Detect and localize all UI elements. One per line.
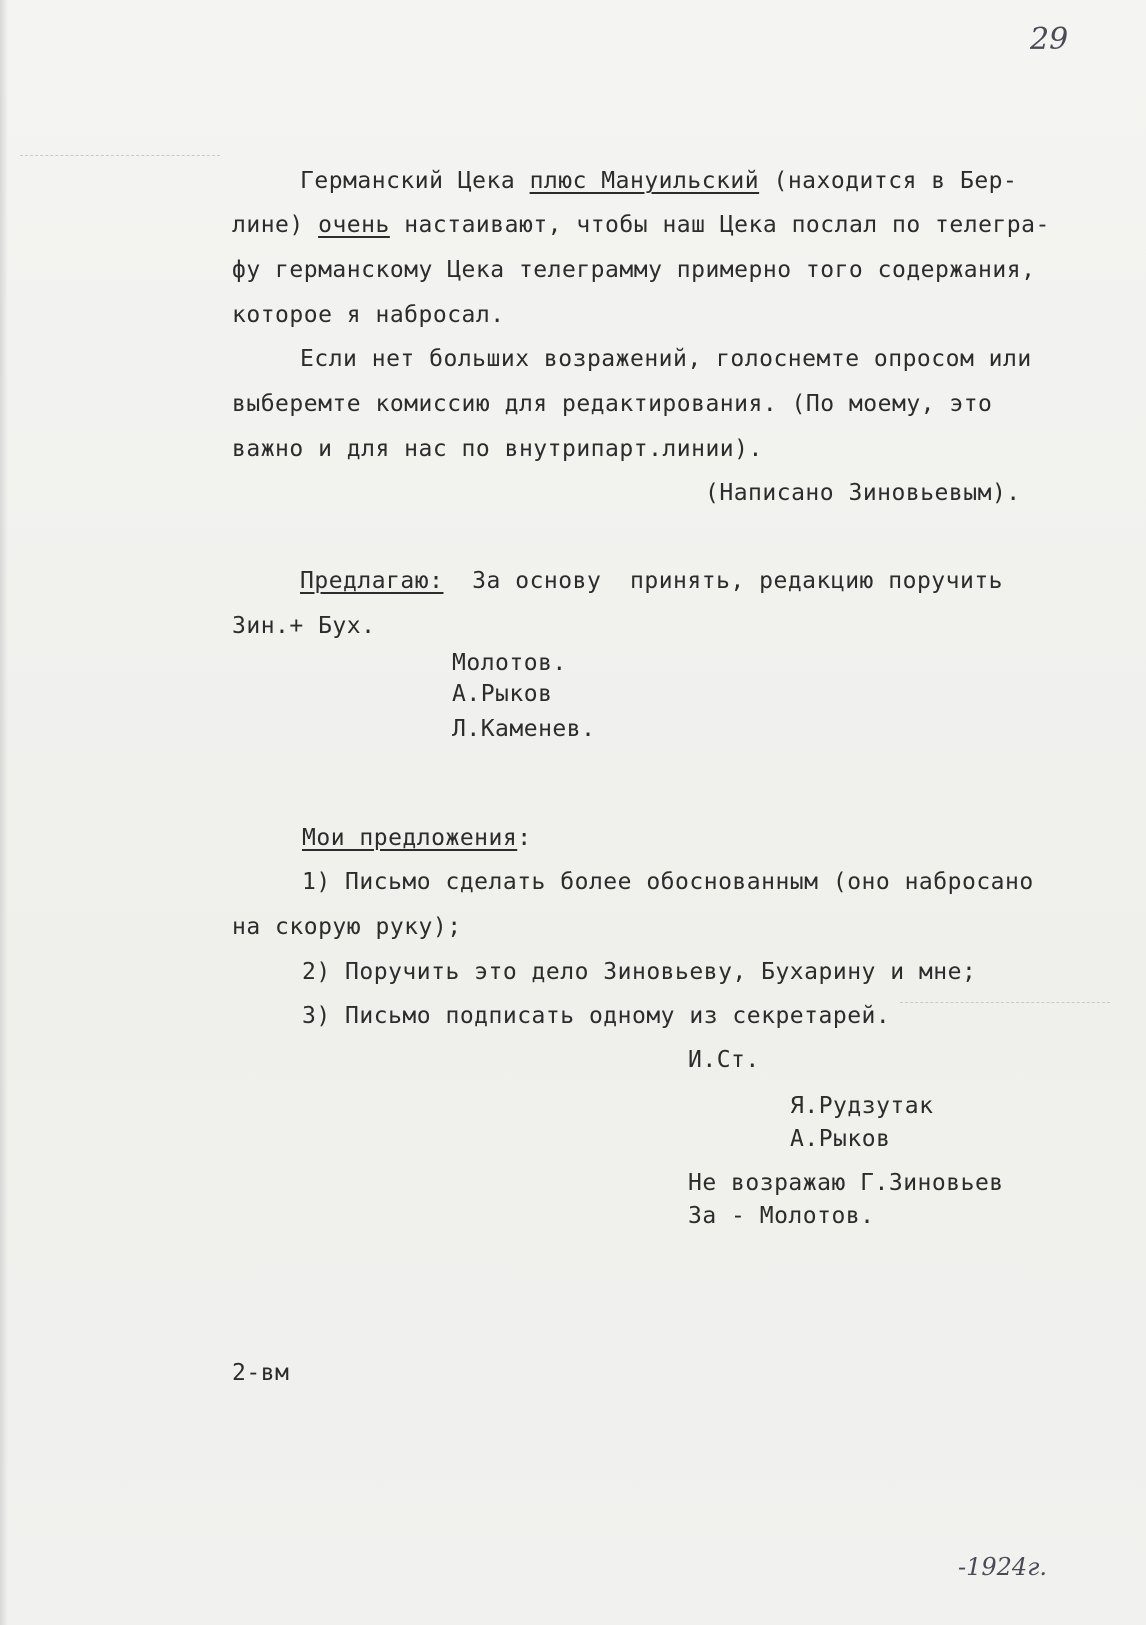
- scan-edge-shadow: [0, 0, 8, 1625]
- endorsement-rudzutak: Я.Рудзутак: [790, 1093, 934, 1119]
- para1-line1: Германский Цека плюс Мануильский (находится в Бер-: [300, 168, 1018, 194]
- para2-line3: важно и для нас по внутрипарт.линии).: [232, 436, 763, 462]
- proposal-item-3: 3) Письмо подписать одному из секретарей.: [302, 1003, 891, 1029]
- signature-molotov: Молотов.: [452, 650, 567, 676]
- scan-artifact-line: [20, 155, 220, 156]
- proposal-line1: Предлагаю: За основу принять, редакцию поручить: [300, 568, 1004, 594]
- footer-code: 2-вм: [232, 1360, 290, 1386]
- proposal-line2: Зин.+ Бух.: [232, 613, 376, 639]
- attribution: (Написано Зиновьевым).: [705, 480, 1021, 506]
- para2-line1: Если нет больших возражений, голоснемте опросом или: [300, 346, 1032, 372]
- proposal-item-1-line2: на скорую руку);: [232, 914, 462, 940]
- para1-line4: которое я набросал.: [232, 302, 505, 328]
- para1-line2: лине) очень настаивают, чтобы наш Цека послал по телегра-: [232, 212, 1050, 238]
- signer-stalin: И.Ст.: [688, 1047, 760, 1073]
- handwritten-date: -1924г.: [958, 1553, 1047, 1581]
- page-number: 29: [1030, 22, 1069, 57]
- endorsement-zinoviev: Не возражаю Г.Зиновьев: [688, 1170, 1004, 1196]
- endorsement-rykov: А.Рыков: [790, 1126, 891, 1152]
- proposal-item-2: 2) Поручить это дело Зиновьеву, Бухарину и мне;: [302, 959, 977, 985]
- proposal-item-1-line1: 1) Письмо сделать более обоснованным (оно набросано: [302, 869, 1034, 895]
- signature-kamenev: Л.Каменев.: [452, 716, 596, 742]
- signature-rykov: А.Рыков: [452, 681, 553, 707]
- proposal-label: Предлагаю:: [300, 568, 444, 594]
- para2-line2: выберемте комиссию для редактирования. (По моему, это: [232, 391, 993, 417]
- scan-artifact-line: [900, 1002, 1110, 1003]
- my-proposals-heading: Мои предложения:: [302, 825, 532, 851]
- endorsement-molotov: За - Молотов.: [688, 1203, 875, 1229]
- para1-line3: фу германскому Цека телеграмму примерно того содержания,: [232, 257, 1036, 283]
